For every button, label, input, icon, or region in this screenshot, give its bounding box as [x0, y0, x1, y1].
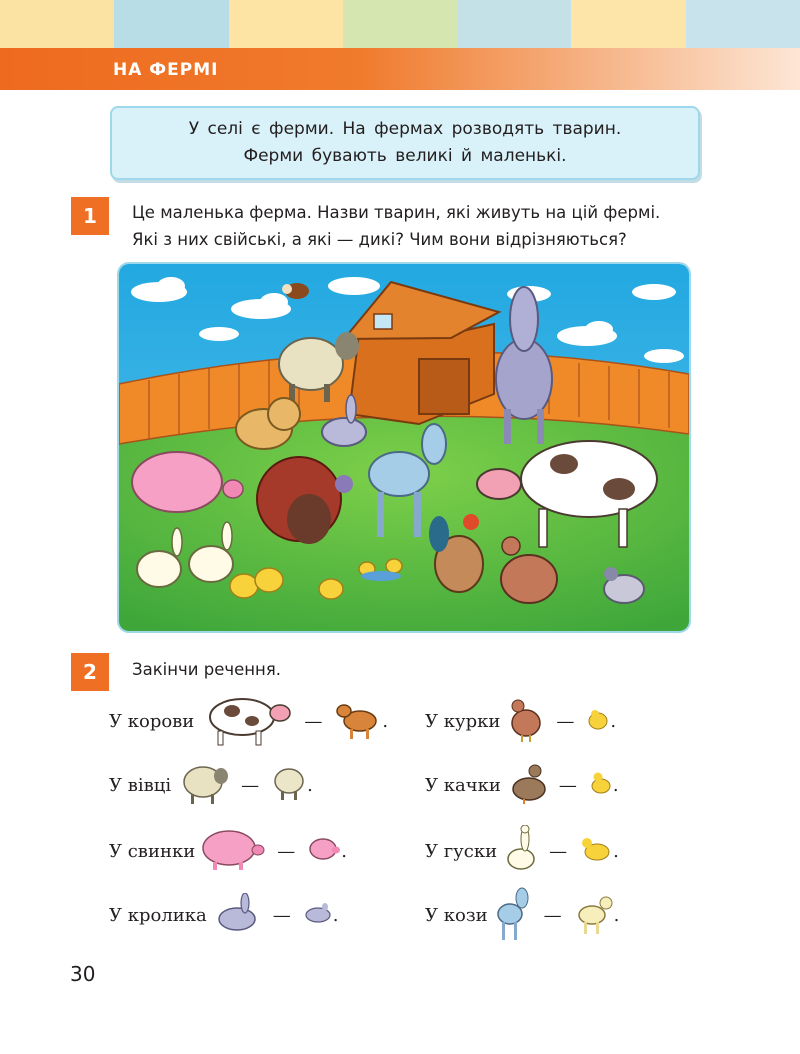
sentence-label: У свинки [109, 840, 196, 862]
stripe [686, 0, 800, 48]
rabbit-icon [215, 893, 261, 938]
stripe [0, 0, 114, 48]
period: . [382, 710, 389, 732]
task-1-line-2: Які з них свійські, а які — дикі? Чим вони відрізняються? [132, 230, 627, 249]
goose-icon [505, 825, 537, 878]
dash: — [304, 710, 323, 732]
dash: — [277, 840, 296, 862]
stripe [229, 0, 343, 48]
sentence-cow [109, 696, 388, 746]
task-1-text [132, 199, 660, 253]
sentence-pig [109, 826, 347, 876]
task-2-prompt: Закінчи речення. [132, 660, 282, 679]
dash: — [556, 710, 575, 732]
dash: — [241, 774, 260, 796]
sentence-label: У кози [425, 904, 488, 926]
sentence-label: У кролика [109, 904, 207, 926]
chick-icon [586, 707, 610, 736]
period: . [341, 840, 347, 862]
period: . [613, 840, 619, 862]
intro-line-2: Ферми бувають великі й маленькі. [243, 146, 567, 166]
piglet-icon [307, 834, 341, 869]
task-number-2: 2 [71, 653, 109, 691]
sentence-goat [425, 890, 619, 940]
stripe [571, 0, 685, 48]
sentence-hen [425, 696, 616, 746]
dash: — [549, 840, 568, 862]
page-number: 30 [70, 962, 96, 986]
sentence-sheep [109, 760, 313, 810]
goat-icon [496, 884, 532, 947]
intro-line-1: У селі є ферми. На фермах розводять тварин. [188, 119, 622, 139]
stripe [457, 0, 571, 48]
intro-box [110, 106, 700, 180]
period: . [612, 774, 619, 796]
period: . [613, 904, 620, 926]
sentence-label: У качки [425, 774, 501, 796]
sentence-goose [425, 826, 619, 876]
task-1-line-1: Це маленька ферма. Назви тварин, які живуть на цій фермі. [132, 203, 661, 222]
water-bowl [361, 571, 401, 581]
dash: — [272, 904, 291, 926]
sentence-duck [425, 760, 619, 810]
cow-icon [200, 691, 292, 752]
sentence-label: У корови [109, 710, 195, 732]
pig-icon [201, 826, 265, 877]
period: . [332, 904, 339, 926]
sentence-label: У гуски [425, 840, 498, 862]
farm-illustration [119, 264, 689, 631]
section-title: НА ФЕРМІ [113, 60, 219, 80]
lamb-icon [271, 763, 307, 808]
stripe [343, 0, 457, 48]
duckling-icon [589, 770, 613, 801]
duck-icon [509, 761, 547, 810]
period: . [307, 774, 313, 796]
farm-scene [119, 264, 689, 631]
bunny-icon [303, 902, 333, 929]
period: . [610, 710, 617, 732]
calf-icon [334, 697, 382, 746]
gosling-icon [579, 835, 613, 868]
hen-icon [508, 695, 544, 748]
color-stripes [0, 0, 800, 48]
sentence-rabbit [109, 890, 339, 940]
dash: — [558, 774, 577, 796]
sentence-label: У вівці [109, 774, 172, 796]
sentence-label: У курки [425, 710, 501, 732]
dash: — [543, 904, 562, 926]
task-number-1: 1 [71, 197, 109, 235]
stripe [114, 0, 228, 48]
kid-goat-icon [574, 891, 614, 940]
sheep-icon [181, 760, 229, 811]
